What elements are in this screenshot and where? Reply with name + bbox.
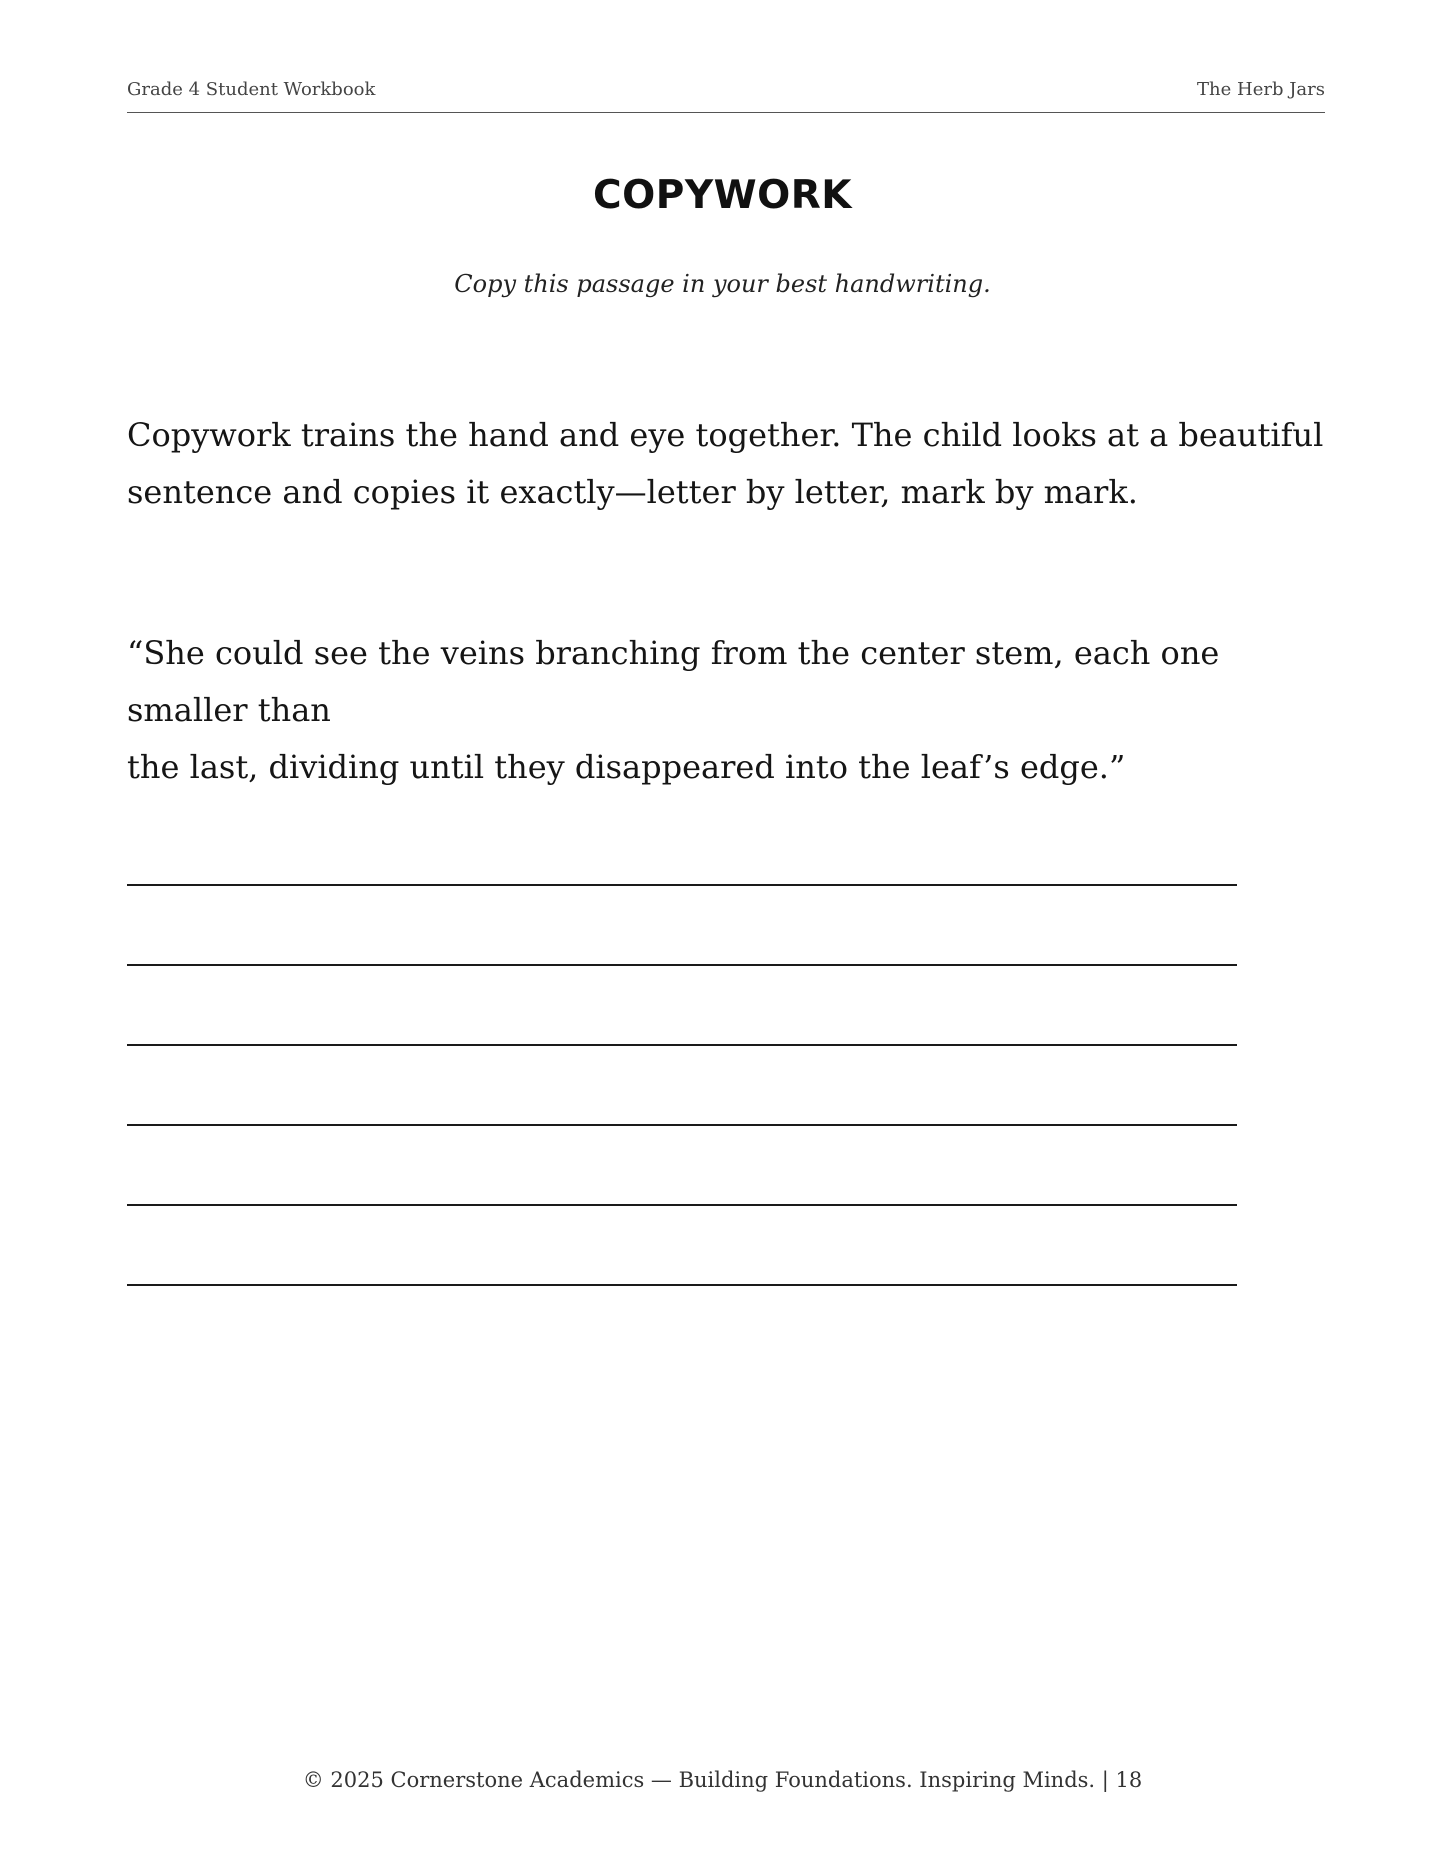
page-footer: © 2025 Cornerstone Academics — Building Foundations. Inspiring Minds. | 18 <box>302 1768 1143 1792</box>
header-story-title: The Herb Jars <box>1197 79 1325 100</box>
writing-lines <box>127 884 1237 1364</box>
intro-paragraph <box>127 407 1327 521</box>
writing-line[interactable] <box>127 1044 1237 1046</box>
writing-line[interactable] <box>127 1124 1237 1126</box>
copy-passage <box>127 625 1327 796</box>
writing-line[interactable] <box>127 884 1237 886</box>
page-title: COPYWORK <box>592 173 853 218</box>
page-header <box>127 80 1325 113</box>
passage-line-1: “She could see the veins branching from the center stem, each one smaller than <box>127 634 1220 729</box>
header-workbook-label: Grade 4 Student Workbook <box>127 79 376 100</box>
instructions: Copy this passage in your best handwriting. <box>454 270 991 298</box>
writing-line[interactable] <box>127 1204 1237 1206</box>
writing-line[interactable] <box>127 964 1237 966</box>
writing-line[interactable] <box>127 1284 1237 1286</box>
intro-line-1: Copywork trains the hand and eye together. The child looks at a beautiful <box>127 416 1324 454</box>
intro-line-2: sentence and copies it exactly—letter by letter, mark by mark. <box>127 473 1138 511</box>
passage-line-2: the last, dividing until they disappeared into the leaf’s edge.” <box>127 748 1126 786</box>
